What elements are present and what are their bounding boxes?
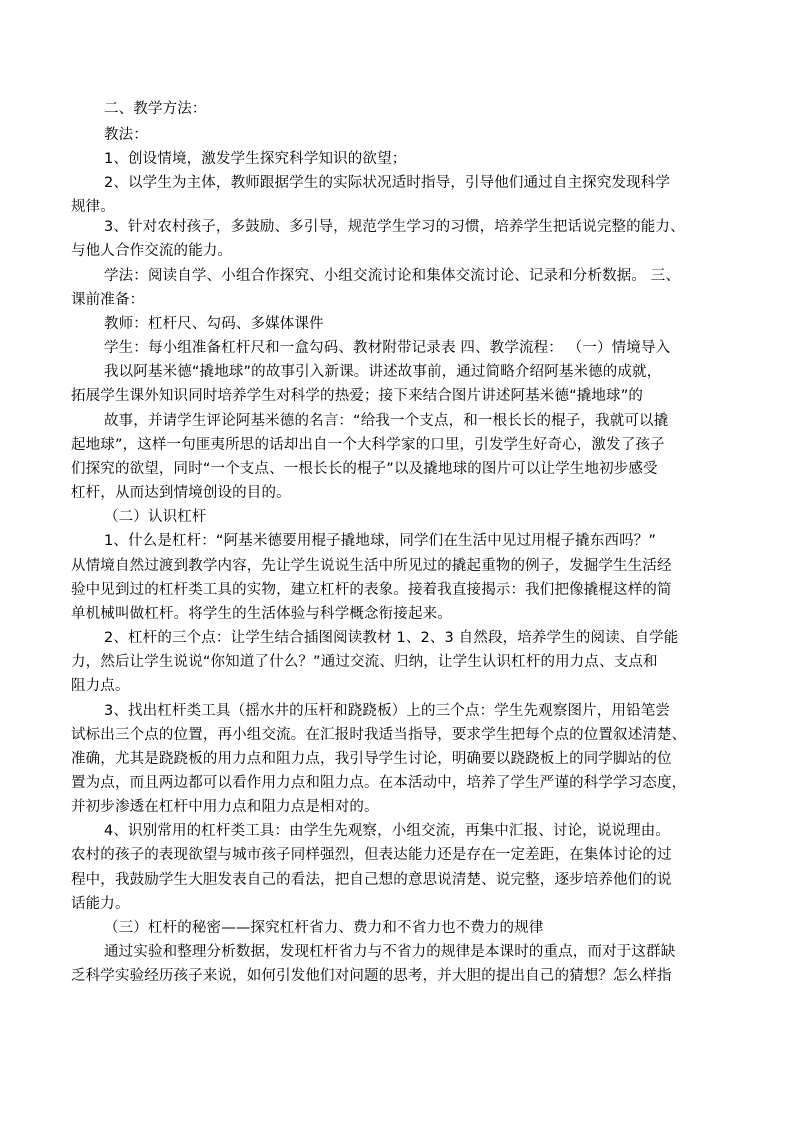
paragraph-line: 从情境自然过渡到教学内容，先让学生说说生活中所见过的撬起重物的例子，发掘学生生活经 (71, 558, 672, 574)
paragraph-line: 1、什么是杠杆：“阿基米德要用棍子撬地球，同学们在生活中见过用棍子撬东西吗？” (104, 533, 657, 549)
paragraph-line: 2、杠杆的三个点：让学生结合插图阅读教材 1、2、3 自然段，培养学生的阅读、自学能 (104, 630, 679, 646)
subsection-heading: （三）杠杆的秘密——探究杠杆省力、费力和不省力也不费力的规律 (104, 920, 544, 936)
paragraph-line: 准确，尤其是跷跷板的用力点和阻力点，我引导学生讨论，明确要以跷跷板上的同学脚站的位 (71, 751, 672, 767)
paragraph-line: 杠杆，从而达到情境创设的目的。 (71, 485, 291, 501)
paragraph-line: 我以阿基米德“撬地球”的故事引入新课。讲述故事前，通过简略介绍阿基米德的成就， (104, 364, 662, 380)
paragraph-line: 通过实验和整理分析数据，发现杠杆省力与不省力的规律是本课时的重点，而对于这群缺 (104, 944, 676, 960)
paragraph-line: 教法： (104, 127, 148, 143)
paragraph-line: 3、找出杠杆类工具（摇水井的压杆和跷跷板）上的三个点：学生先观察图片，用铅笔尝 (104, 703, 671, 719)
paragraph-line: 3、针对农村孩子，多鼓励、多引导，规范学生学习的习惯，培养学生把话说完整的能力、 (104, 219, 685, 235)
paragraph-line: 与他人合作交流的能力。 (71, 243, 233, 259)
paragraph-line: 学生：每小组准备杠杆尺和一盒勾码、教材附带记录表 四、教学流程： （一）情境导入 (104, 340, 671, 356)
paragraph-line: 并初步渗透在杠杆中用力点和阻力点是相对的。 (71, 799, 379, 815)
paragraph-line: 验中见到过的杠杆类工具的实物，建立杠杆的表象。接着我直接揭示：我们把像撬棍这样的简 (71, 582, 672, 598)
paragraph-line: 1、创设情境，激发学生探究科学知识的欲望； (104, 151, 407, 167)
paragraph-line: 4、识别常用的杠杆类工具：由学生先观察，小组交流，再集中汇报、讨论，说说理由。 (104, 823, 671, 839)
paragraph-line: 力，然后让学生说说“你知道了什么？”通过交流、归纳，让学生认识杠杆的用力点、支点和 (71, 654, 658, 670)
paragraph-line: 故事，并请学生评论阿基米德的名言：“给我一个支点，和一根长长的棍子，我就可以撬 (104, 413, 669, 429)
paragraph-line: 乏科学实验经历孩子来说，如何引发他们对问题的思考，并大胆的提出自己的猜想？怎么样指 (71, 968, 672, 984)
paragraph-line: 起地球”，这样一句匪夷所思的话却出自一个大科学家的口里，引发学生好奇心，激发了孩子 (71, 437, 665, 453)
paragraph-line: 学法：阅读自学、小组合作探究、小组交流讨论和集体交流讨论、记录和分析数据。 三、 (104, 268, 681, 284)
paragraph-line: 拓展学生课外知识同时培养学生对科学的热爱；接下来结合图片讲述阿基米德“撬地球”的 (71, 388, 644, 404)
paragraph-line: 规律。 (71, 199, 115, 215)
paragraph-line: 话能力。 (71, 896, 130, 912)
paragraph-line: 置为点，而且两边都可以看作用力点和阻力点。在本活动中，培养了学生严谨的科学学习态度， (71, 775, 687, 791)
paragraph-line: 单机械叫做杠杆。将学生的生活体验与科学概念衔接起来。 (71, 606, 452, 622)
paragraph-line: 2、以学生为主体，教师跟据学生的实际状况适时指导，引导他们通过自主探究发现科学 (104, 175, 671, 191)
paragraph-line: 们探究的欲望，同时“一个支点、一根长长的棍子”以及撬地球的图片可以让学生地初步感受 (71, 461, 658, 477)
subsection-heading: （二）认识杠杆 (104, 509, 207, 525)
paragraph-line: 农村的孩子的表现欲望与城市孩子同样强烈，但表达能力还是存在一定差距，在集体讨论的过 (71, 847, 672, 863)
paragraph-line: 程中，我鼓励学生大胆发表自己的看法，把自己想的意思说清楚、说完整，逐步培养他们的说 (71, 872, 672, 888)
paragraph-line: 课前准备： (71, 292, 145, 308)
paragraph-line: 教师：杠杆尺、勾码、多媒体课件 (104, 316, 324, 332)
section-heading-teaching-methods: 二、教学方法： (104, 101, 207, 117)
paragraph-line: 阻力点。 (71, 678, 130, 694)
paragraph-line: 试标出三个点的位置，再小组交流。在汇报时我适当指导，要求学生把每个点的位置叙述清楚、 (71, 727, 687, 743)
